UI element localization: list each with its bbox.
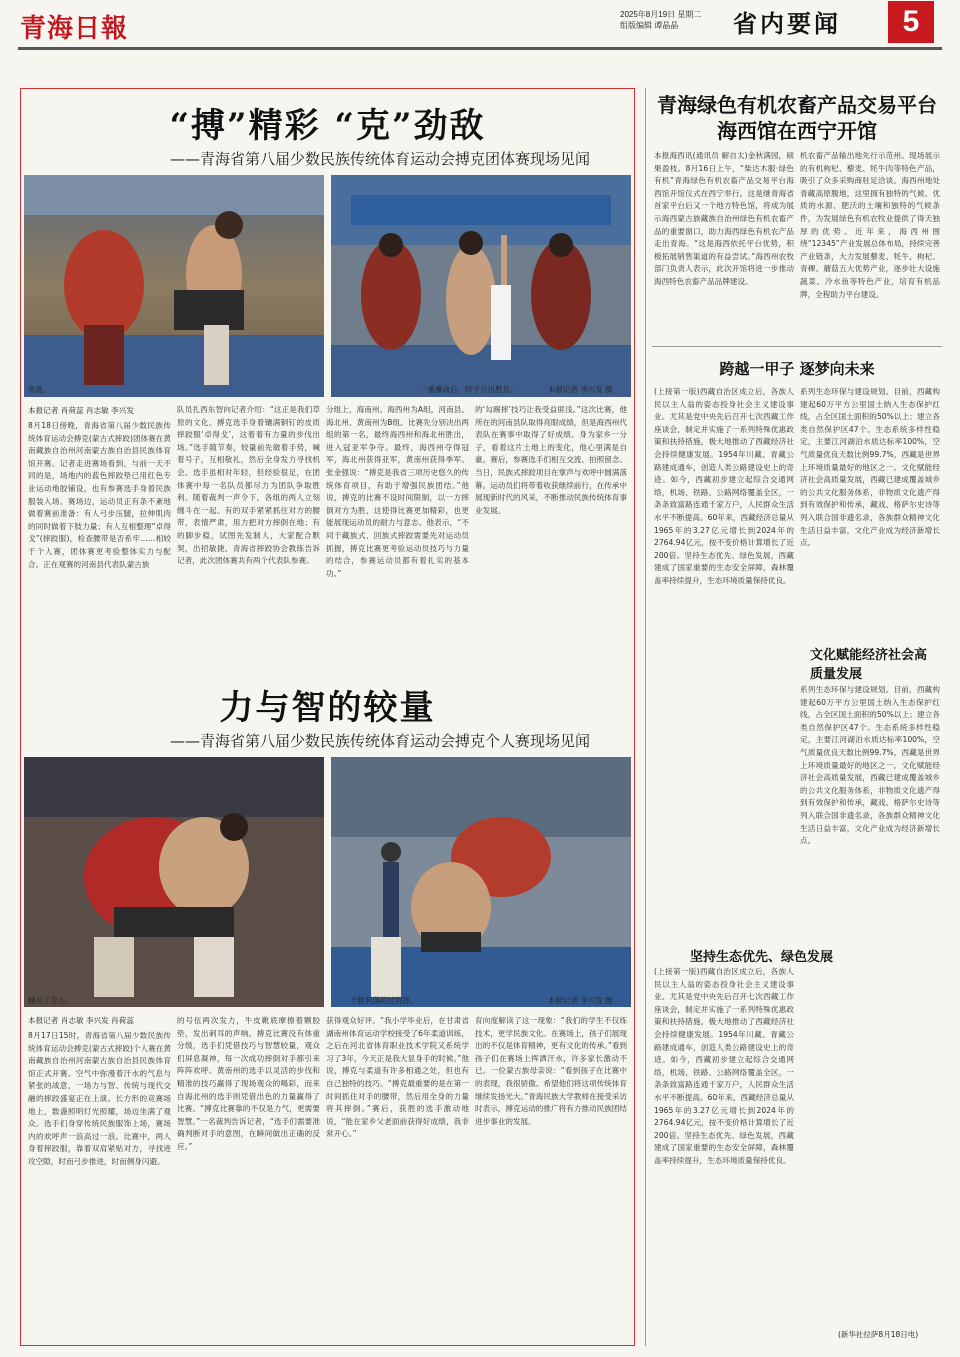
story1-col3: 分组上，海南州、海西州为A组，河南县、海北州、黄南州为B组。比赛先分别决出两组的第一名，最终海西州和海北州胜出，进入冠亚军争夺。最终，海西州夺得冠军，海北州获得亚军，黄南州获得季军。张金强说：“搏克是我省三项历史悠久的传统体育项目，有助于增强民族团结。”他说，搏克的比赛不设时间限制，以一方摔倒对方为胜，这使得比赛更加精彩，也更能展现运动员的耐力与意志。他表示，“不同于藏族式、回族式摔跤需要先对运动员抓握，搏克比赛更考验运动员技巧与力量的结合，参赛运动员都有着扎实的基本功。” (326, 405, 469, 578)
story1-col2: 队员扎西东智向记者介绍：“这正是我们草原的文化。搏克选手身着镶满铜钉的皮质摔跤服‘卓得戈’，这着着有力量的步伐出场。”选手随节奏，较量前先做着手势，喊着号子，互相敬礼，然后全身发力寻找机会。选手虽相对年轻，但经验很足，在团体赛中每一名队员都尽力为团队争取胜利。随着裁判一声令下，各组的两人立刻缠斗在一起。有的双手紧紧抓住对方的腰带，表情严肃，用力把对方摔倒在地；有的脚步稳，试图先发制人，大家配合默契，出招敏捷。青海省摔跤协会教练告诉记者，此次团体赛共有两个代表队参赛。 (177, 405, 320, 566)
story2-title: 力与智的较量 (219, 688, 436, 728)
story4-subhead1: 坚持生态优先、绿色发展 (690, 950, 834, 965)
story1-col1: 8月18日傍晚，青海省第八届少数民族传统体育运动会搏克(蒙古式摔跤)团体赛在黄南藏族自治州河南蒙古族自治县民族体育馆开赛。记者走进赛场看到，与前一天不同的是，场地内的蓝色摔跤垫已用红色专业运动地胶铺设，也有参赛选手身着民族服装入场。赛场边，运动员正有条不紊地做着赛前准备：有人弓步压腿，拉伸肌肉的同时做着下肢力量；有人互相整理“卓得戈”(摔跤服)，检查腰带是否系牢……相较于个人赛，团体赛更考验整体实力与配合。正在观赛的河南县代表队蒙古族 (28, 421, 171, 569)
issue-date: 2025年8月19日 星期二 组版编辑 谭晶晶 (620, 10, 702, 30)
story2-photo-left (24, 757, 324, 1007)
story1-caption2: 一番鏖战后，终于分出胜负。 (420, 385, 518, 394)
story3-col1: 本报海西讯(通讯员 解自太)金秋满园，硕果盈枝。8月16日上午，“柴达木服·绿色有机”青海绿色有机农畜产品交易平台海西馆开馆仪式在西宁举行。这是继青海省首家平台后又一个地方特色馆，将成为展示海西蒙古族藏族自治州绿色有机农畜产品的重要窗口，助力海西绿色有机农产品走出青海。“这是海西依托平台优势，积极拓展销售渠道的有益尝试。”海西州农牧部门负责人表示，此次开馆将进一步推动海西特色农畜产品品牌建设。 (654, 151, 794, 286)
story4-col1: (上接第一版)西藏自治区成立后，各族人民以主人翁的姿态投身社会主义建设事业。尤其是党中央先后召开七次西藏工作座谈会，制定并实施了一系列特殊优惠政策和扶持措施，极大地推动了西藏经济社会持续健康发展。1954年川藏、青藏公路建成通车，创造人类公路建设史上的奇迹。如今，西藏初步建立起综合交通网络，机场、铁路、公路网络覆盖全区，一条条致富路连通千家万户，人民群众生活水平不断提高。60年来，西藏经济总量从1965年的3.27亿元增长到2024年的2764.94亿元，按不变价格计算增长了近200倍。坚持生态优先、绿色发展，西藏建成了国家重要的生态安全屏障，森林覆盖率持续提升，生态环境质量保持优良。 (654, 387, 794, 585)
story2-col4: 育向度解读了这一现象：“我们的学生不仅练技术，更学民族文化。在赛场上，孩子们展现出的不仅是体育精神，更有文化的传承。”看到孩子们在赛场上挥洒汗水，许多家长激动不已。一位蒙古族母亲说：“看到孩子在比赛中的表现，我很骄傲。希望他们将这项传统体育继续发扬光大。”青海民族大学教师在接受采访时表示，搏克运动的推广将有力推动民族团结进步事业的发展。 (475, 1016, 627, 1126)
story2-byline: 本报记者 肖志敏 李兴发 肖荷蕊 (28, 1016, 134, 1025)
header-rule (18, 47, 942, 50)
story4-title: 跨越一甲子 逐梦向未来 (719, 360, 875, 378)
story1-title: “搏”精彩 “克”劲敌 (169, 106, 486, 146)
page-number: 5 (888, 1, 934, 43)
story4-col1b: (上接第一版)西藏自治区成立后，各族人民以主人翁的姿态投身社会主义建设事业。尤其是党中央先后召开七次西藏工作座谈会，制定并实施了一系列特殊优惠政策和扶持措施，极大地推动了西藏经济社会持续健康发展。1954年川藏、青藏公路建成通车，创造人类公路建设史上的奇迹。如今，西藏初步建立起综合交通网络，机场、铁路、公路网络覆盖全区，一条条致富路连通千家万户，人民群众生活水平不断提高。60年来，西藏经济总量从1965年的3.27亿元增长到2024年的2764.94亿元，按不变价格计算增长了近200倍。坚持生态优先、绿色发展，西藏建成了国家重要的生态安全屏障，森林覆盖率持续提升，生态环境质量保持优良。 (654, 967, 794, 1165)
story4-col2b: 系列生态环保与建设规划。目前，西藏构建起60万平方公里国土纳入生态保护红线，占全区国土面积的50%以上；建立各类自然保护区47个。生态系统多样性稳定，主要江河湖泊水质达标率100%，空气质量优良天数比例99.7%，西藏是世界上环境质量最好的地区之一。文化赋能经济社会高质量发展，西藏已建成覆盖城乡的公共文化服务体系，非物质文化遗产得到有效保护和传承，藏戏、格萨尔史诗等列入联合国非遗名录，各族群众精神文化生活日益丰富，文化产业成为经济新增长点。 (800, 685, 940, 846)
story1-photo-right (331, 175, 631, 397)
story1-photo-left (24, 175, 324, 397)
editors: 组版编辑 谭晶晶 (620, 21, 679, 30)
story2-col2: 的号伍两次发力，牛皮靴底摩擦着颗胶垫，发出刺耳的声响。搏克比赛没有体重分级，选手们凭借技巧与智慧较量，观众们屏息凝神，每一次成功摔倒对手都引来阵阵欢呼。黄南州的选手以灵活的步伐和精准的技巧赢得了现场观众的喝彩，而来自海北州的选手则凭借出色的力量赢得了比赛。“搏克比赛靠的不仅是力气，更需要智慧。”一名裁判告诉记者，“选手们需要准确判断对手的意图，在瞬间做出正确的反应。” (177, 1016, 320, 1151)
story1-byline: 本报记者 肖荷蕊 肖志敏 李兴发 (28, 406, 134, 415)
story4-col2: 系列生态环保与建设规划。目前，西藏构建起60万平方公里国土纳入生态保护红线，占全区国土面积的50%以上；建立各类自然保护区47个。生态系统多样性稳定，主要江河湖泊水质达标率100%，空气质量优良天数比例99.7%，西藏是世界上环境质量最好的地区之一。文化赋能经济社会高质量发展，西藏已建成覆盖城乡的公共文化服务体系，非物质文化遗产得到有效保护和传承，藏戏、格萨尔史诗等列入联合国非遗名录，各族群众精神文化生活日益丰富，文化产业成为经济新增长点。 (800, 387, 940, 548)
story1-subtitle: ——青海省第八届少数民族传统体育运动会搏克团体赛现场见闻 (170, 150, 591, 168)
story3-col2: 机农畜产品输出地先行示范州。现场展示的有机枸杞、藜麦、牦牛肉等特色产品，吸引了众多采购商驻足洽谈。海西州地处青藏高原腹地，这里拥有独特的气候、优质的水源、肥沃的土壤和独特的气候条件，为发展绿色有机农牧业提供了得天独厚的优势。近年来，海西州围绕“12345”产业发展总体布局，持续完善产业链条，大力发展藜麦、牦牛、枸杞、青稞、蘑菇五大优势产业，逐步壮大设施蔬菜、冷水鱼等特色产业，培育有机品牌，全程助力平台建设。 (800, 151, 940, 299)
story2-subtitle: ——青海省第八届少数民族传统体育运动会搏克个人赛现场见闻 (170, 732, 591, 750)
story-divider (652, 346, 942, 347)
story4-subhead2: 文化赋能经济社会高质量发展 (810, 648, 928, 682)
story2-caption2: 干脆利落的过肩摔。 (350, 996, 418, 1005)
section-title: 省内要闻 (733, 10, 841, 38)
story4-source: (新华社拉萨8月18日电) (838, 1330, 919, 1339)
column-divider (645, 88, 646, 1346)
newspaper-masthead: 青海日報 (20, 14, 129, 44)
story1-photo-credit: 本报记者 李兴发 摄 (548, 385, 613, 394)
story2-photo-credit: 本报记者 李兴发 摄 (548, 996, 613, 1005)
story2-col3: 获得观众好评。“我小学毕业后，在甘肃省湖南州体育运动学校接受了6年柔道训练，之后在河北省体育职业技术学院又系统学习了3年，今天正是我大显身手的时候。”他说，搏克与柔道有许多相通之处，但也有自己独特的技巧。“搏克最重要的是在第一时间抓住对手的腰带，然后用全身的力量将其摔倒。”赛后，获胜的选手激动地说，“能在家乡父老面前获得好成绩，我非常开心。” (326, 1016, 469, 1139)
story2-col1: 8月17日15时，青海省第八届少数民族传统体育运动会搏克(蒙古式摔跤)个人赛在黄南藏族自治州河南蒙古族自治县民族体育馆正式开赛。空气中弥漫着汗水的气息与紧张的战意，一场力与智、传统与现代交融的摔跤盛宴正在上演。长方形的竞赛场地上，数盏照明灯光照耀，场边坐满了观众。选手们身穿传统民族服饰上场，赛场内的欢呼声一浪高过一浪。比赛中，两人身着摔跤服，靠着双肩紧贴对方，寻找进攻空隙，时而弓步推进，时而侧身闪避。 (28, 1031, 171, 1166)
story1-col4: 的‘勾踢摔’技巧让我受益匪浅。”这次比赛，他所在的河南县队取得亮眼成绩，但是海西州代表队在赛事中取得了好成绩。身为家乡一分子，看着这片土地上的变化，他心里满是自豪。赛后，参赛选手们相互交流、拍照留念。当日，民族式摔跤项目在掌声与欢呼中圆满落幕。运动员们将带着收获继续前行，在传承中展现新时代的风采，不断推动民族传统体育事业发展。 (475, 405, 627, 515)
story3-title: 青海绿色有机农畜产品交易平台海西馆在西宁开馆 (657, 93, 937, 143)
story1-caption1: 角逐。 (28, 385, 51, 394)
story2-photo-right (331, 757, 631, 1007)
story2-caption1: 倾尽了全力。 (28, 996, 73, 1005)
